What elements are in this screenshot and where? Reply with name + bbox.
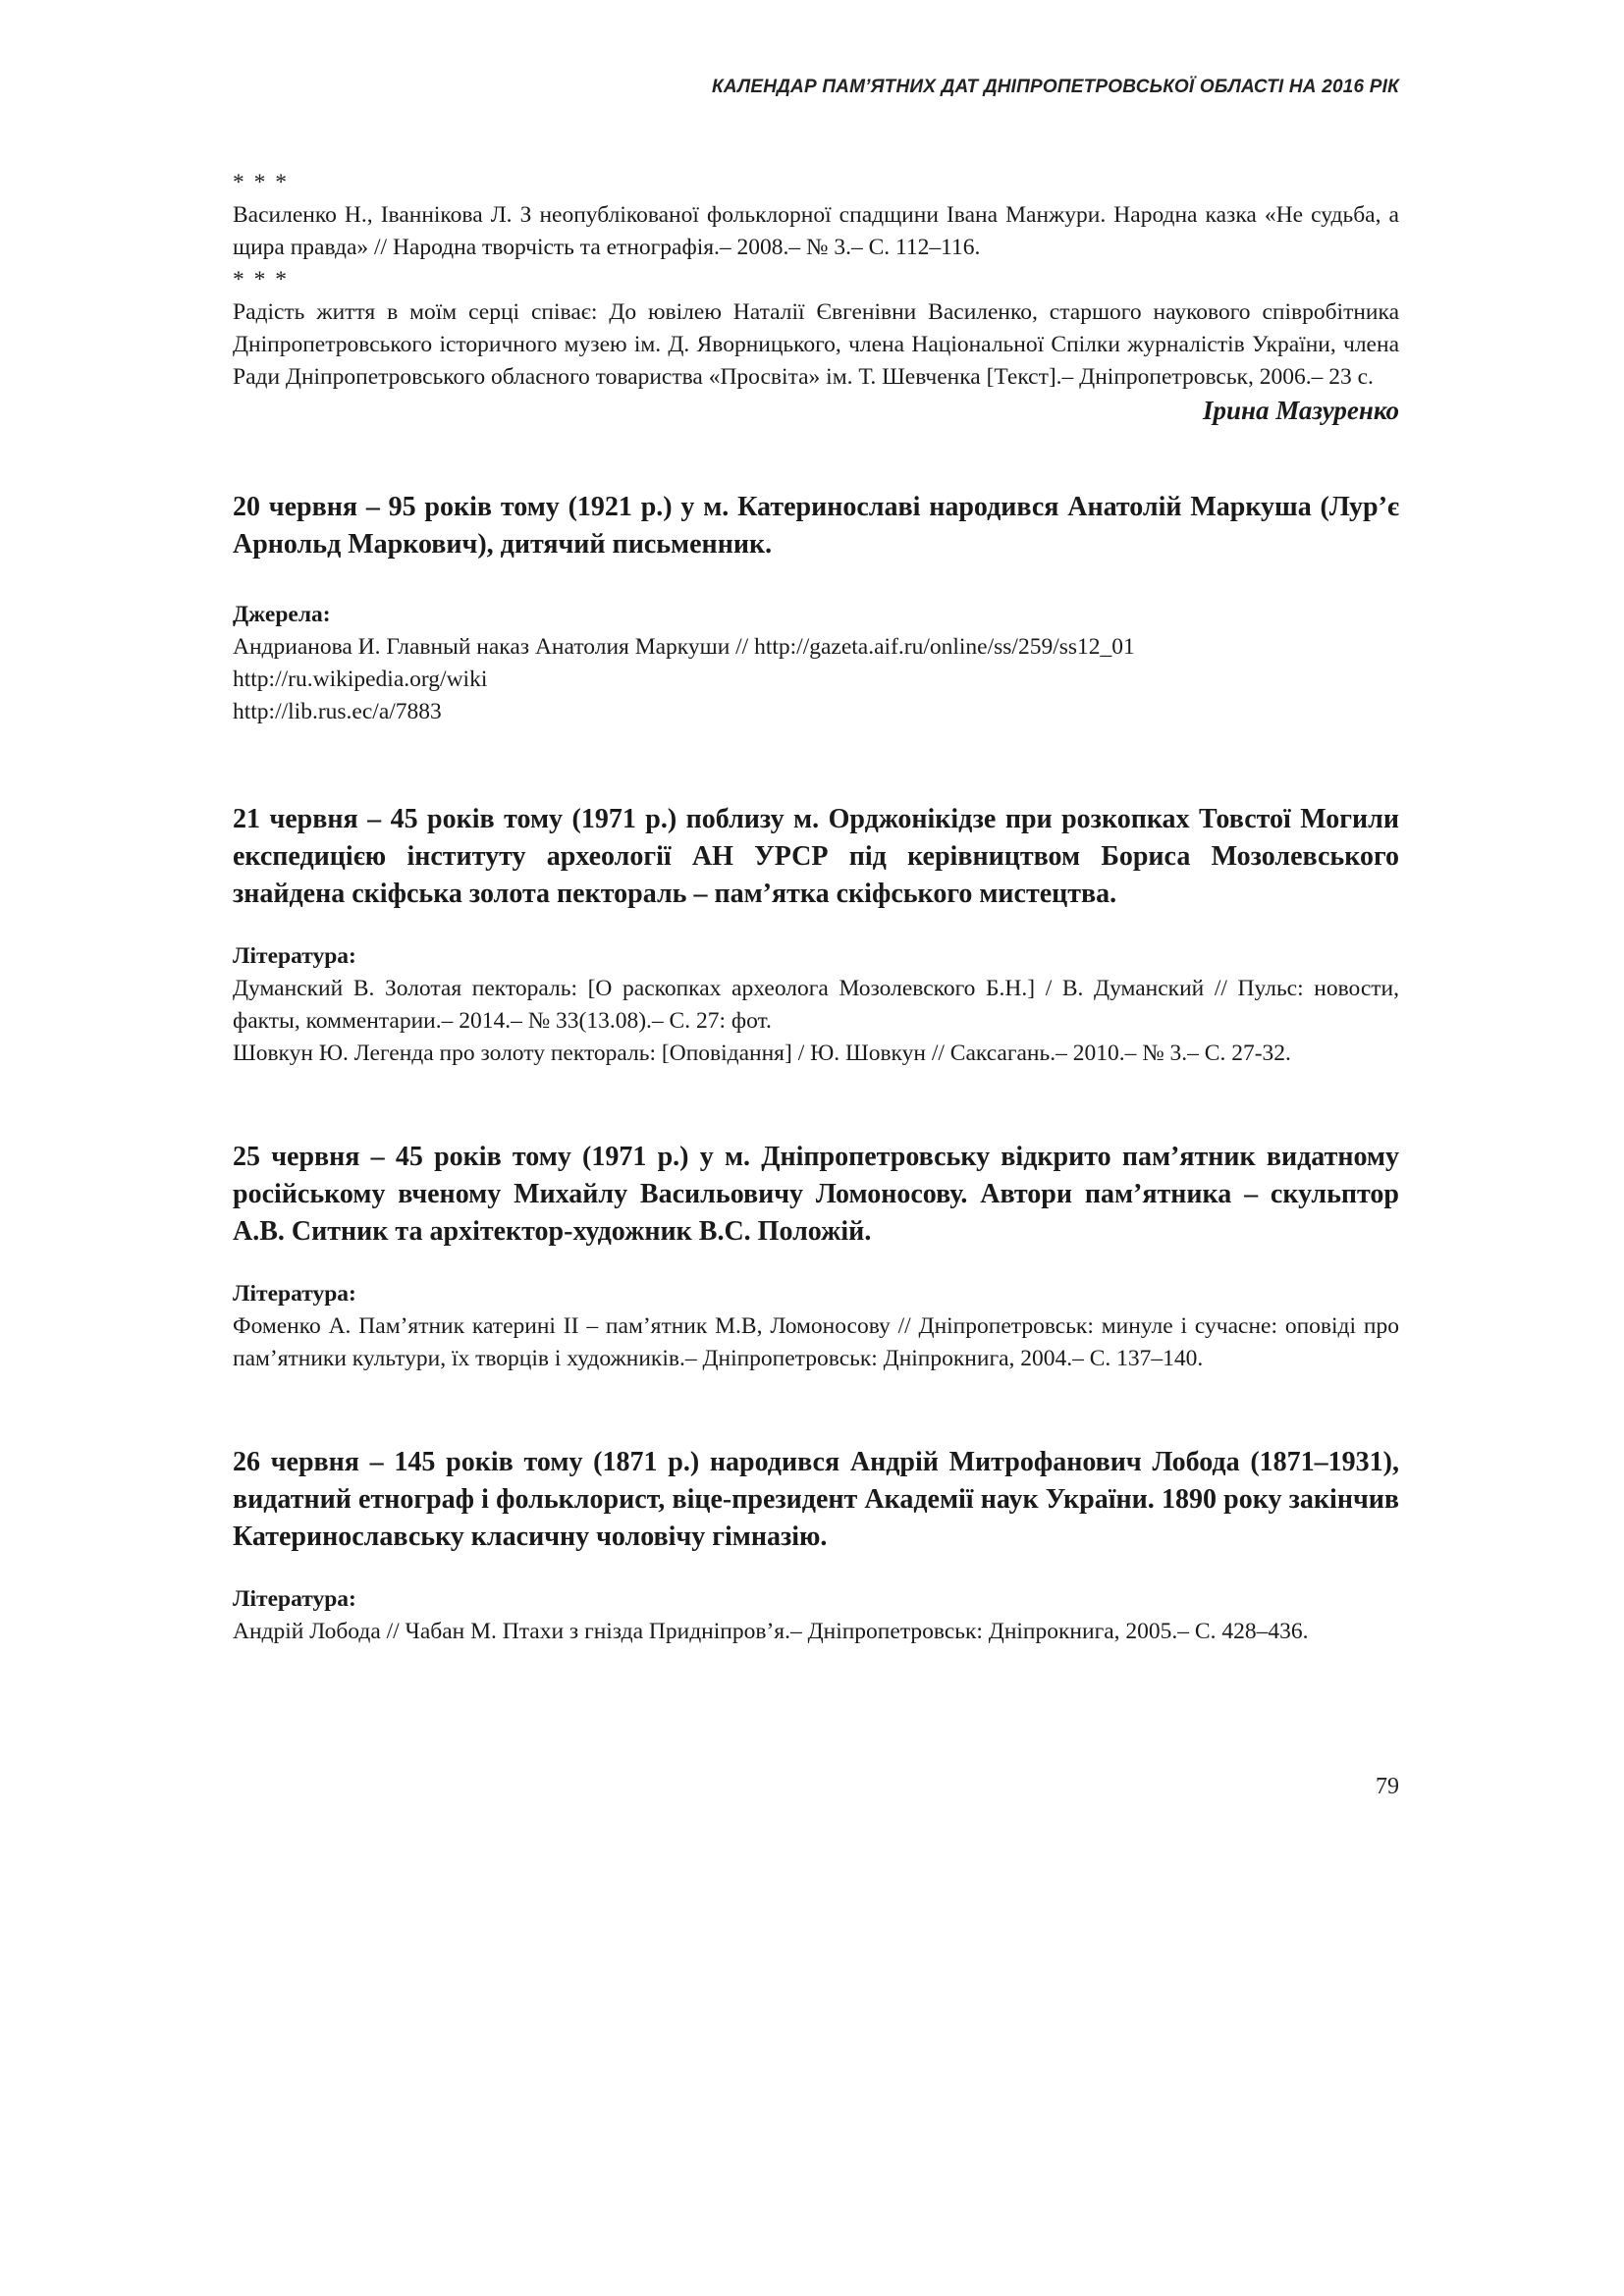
separator-stars: * * * <box>233 170 289 195</box>
entry-title: 25 червня – 45 років тому (1971 р.) у м. Дніпропетровську відкрито пам’ятник видатному російському вченому Михайлу Васильовичу Ломоносову. Автори пам’ятника – скульптор А.В. Ситник та архітектор-художник В.С. Положій. <box>233 1142 1399 1247</box>
reference-link: http://ru.wikipedia.org/wiki <box>233 667 488 692</box>
reference-entry: Василенко Н., Іваннікова Л. З неопублікованої фольклорної спадщини Івана Манжури. Народна казка «Не судьба, а щира правда» // Народна творчість та етнографія.– 2008.– № 3.– С. 112–116. <box>233 202 1399 260</box>
reference-entry: Шовкун Ю. Легенда про золоту пектораль: [Оповідання] / Ю. Шовкун // Саксагань.– 2010.– № 3.– С. 27-32. <box>233 1041 1291 1066</box>
page-number: 79 <box>1376 1774 1399 1799</box>
calendar-entry <box>233 489 1399 728</box>
sources-label: Джерела: <box>233 602 331 627</box>
entry-title: 26 червня – 145 років тому (1871 р.) народився Андрій Митрофанович Лобода (1871–1931), видатний етнограф і фольклорист, віце-президент Академії наук України. 1890 року закінчив Катеринославську класичну чоловічу гімназію. <box>233 1447 1399 1552</box>
calendar-entry <box>233 1444 1399 1648</box>
reference-entry: Фоменко А. Пам’ятник катерині ІІ – пам’ятник М.В, Ломоносову // Дніпропетровськ: минуле і сучасне: оповіді про пам’ятники культури, їх творців і художників.– Дніпропетровськ: Дніпрокнига, 2004.– С. 137–140. <box>233 1313 1399 1371</box>
author-signature: Ірина Мазуренко <box>1203 396 1399 425</box>
reference-link: http://lib.rus.ec/a/7883 <box>233 699 442 724</box>
literature-label: Література: <box>233 1281 356 1307</box>
running-header: КАЛЕНДАР ПАМ’ЯТНИХ ДАТ ДНІПРОПЕТРОВСЬКОЇ ОБЛАСТІ НА 2016 РІК <box>712 77 1399 97</box>
reference-entry: Радість життя в моїм серці співає: До ювілею Наталії Євгенівни Василенко, старшого наукового співробітника Дніпропетровського історичного музею ім. Д. Яворницького, члена Національної Спілки журналістів України, члена Ради Дніпропетровського обласного товариства «Просвіта» ім. Т. Шевченка [Текст].– Дніпропетровськ, 2006.– 23 с. <box>233 299 1399 390</box>
reference-entry: Андрианова И. Главный наказ Анатолия Маркуши // http://gazeta.aif.ru/online/ss/259/ss12_01 <box>233 634 1135 660</box>
literature-label: Література: <box>233 1586 356 1612</box>
reference-entry: Думанский В. Золотая пектораль: [О раскопках археолога Мозолевского Б.Н.] / В. Думанский // Пульс: новости, факты, комментарии.– 2014.– № 33(13.08).– С. 27: фот. <box>233 976 1399 1034</box>
separator-stars: * * * <box>233 267 289 293</box>
entry-title: 20 червня – 95 років тому (1921 р.) у м. Катеринославі народився Анатолій Маркуша (Лур’є Арнольд Маркович), дитячий письменник. <box>233 492 1399 560</box>
calendar-entry <box>233 801 1399 1070</box>
page-content <box>233 167 1399 1648</box>
entry-title: 21 червня – 45 років тому (1971 р.) поблизу м. Орджонікідзе при розкопках Товстої Могили експедицією інституту археології АН УРСР під керівництвом Бориса Мозолевського знайдена скіфська золота пектораль – пам’ятка скіфського мистецтва. <box>233 804 1399 909</box>
literature-label: Література: <box>233 943 356 969</box>
reference-entry: Андрій Лобода // Чабан М. Птахи з гнізда Придніпров’я.– Дніпропетровськ: Дніпрокнига, 2005.– С. 428–436. <box>233 1619 1309 1644</box>
calendar-entry <box>233 1139 1399 1375</box>
